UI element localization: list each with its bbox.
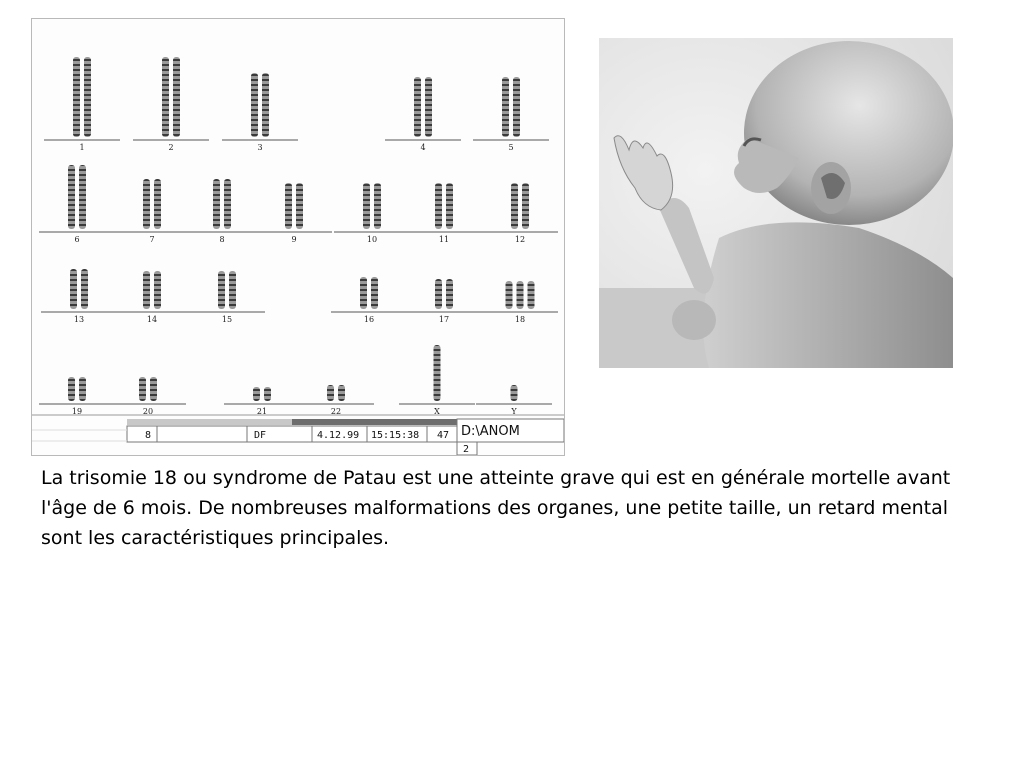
- footer-cell-2: DF: [254, 430, 267, 441]
- chromosome: [528, 281, 535, 309]
- pair-label: 21: [256, 407, 268, 416]
- chromosome: [363, 183, 370, 229]
- chromosome: [143, 271, 150, 309]
- chromosome: [70, 269, 77, 309]
- karyotype-footer: [32, 415, 564, 455]
- pair-label: 8: [219, 235, 225, 244]
- chromosome: [522, 183, 529, 229]
- chromosome-pair-14: [114, 271, 190, 324]
- chromosome: [84, 57, 91, 137]
- chromosome: [264, 387, 271, 401]
- footer-date: 4.12.99: [317, 430, 360, 441]
- chromosome: [506, 281, 513, 309]
- footer-count: 47: [437, 430, 450, 441]
- chromosome: [262, 73, 269, 137]
- chromosome-pair-19: [39, 377, 115, 416]
- infant-photo-drawing: [599, 38, 953, 368]
- chromosome-pair-2: [133, 57, 209, 152]
- pair-label: 15: [221, 315, 233, 324]
- chromosome: [435, 183, 442, 229]
- chromosome-pair-3: [222, 73, 298, 152]
- chromosome-pair-7: [114, 179, 190, 244]
- chromosome: [68, 377, 75, 401]
- chromosome: [218, 271, 225, 309]
- chromosome: [81, 269, 88, 309]
- pair-label: 11: [438, 235, 450, 244]
- chromosome: [79, 165, 86, 229]
- chromosome: [517, 281, 524, 309]
- chromosome: [338, 385, 345, 401]
- chromosome: [143, 179, 150, 229]
- pair-label: 4: [420, 143, 426, 152]
- chromosome: [73, 57, 80, 137]
- infant-photo: [599, 38, 953, 368]
- chromosome: [327, 385, 334, 401]
- caption-text: La trisomie 18 ou syndrome de Patau est une atteinte grave qui est en générale mortelle avant l'âge de 6 mois. De nombreuses malformations des organes, une petite taille, un retard mental sont les caractéristiques principales.: [41, 467, 951, 549]
- pair-label: 12: [514, 235, 526, 244]
- chromosome-pair-18: [482, 281, 558, 324]
- chromosome-pair-6: [39, 165, 115, 244]
- chromosome: [435, 279, 442, 309]
- chromosome-pair-20: [110, 377, 186, 416]
- chromosome-pair-15: [189, 271, 265, 324]
- chromosome: [68, 165, 75, 229]
- chromosome: [371, 277, 378, 309]
- chromosome-pair-y: [476, 385, 552, 416]
- chromosome-pair-12: [482, 183, 558, 244]
- chromosome-pair-17: [406, 279, 482, 324]
- chromosome-pair-8: [184, 179, 260, 244]
- chromosome: [446, 183, 453, 229]
- chromosome-pair-16: [331, 277, 407, 324]
- chromosome: [251, 73, 258, 137]
- pair-label: 13: [73, 315, 85, 324]
- chromosome: [360, 277, 367, 309]
- chromosome: [502, 77, 509, 137]
- pair-label: 2: [168, 143, 174, 152]
- footer-time: 15:15:38: [371, 430, 420, 441]
- chromosome-pair-9: [256, 183, 332, 244]
- pair-label: 18: [514, 315, 526, 324]
- footer-cell-1: 8: [145, 430, 152, 441]
- chromosome: [154, 271, 161, 309]
- chromosome-pair-13: [41, 269, 117, 324]
- chromosome: [446, 279, 453, 309]
- pair-label: 3: [257, 143, 263, 152]
- chromosome: [285, 183, 292, 229]
- pair-label: 9: [291, 235, 297, 244]
- pair-label: 5: [508, 143, 514, 152]
- chromosome: [150, 377, 157, 401]
- chromosome-pair-1: [44, 57, 120, 152]
- pair-label: 14: [146, 315, 158, 324]
- chromosome: [513, 77, 520, 137]
- chromosome: [253, 387, 260, 401]
- karyotype-image: [31, 18, 565, 456]
- chromosome: [224, 179, 231, 229]
- pair-label: 7: [149, 235, 155, 244]
- chromosome-pair-10: [334, 183, 410, 244]
- pair-label: X: [434, 407, 440, 416]
- chromosome: [139, 377, 146, 401]
- chromosome-pair-5: [473, 77, 549, 152]
- pair-label: 19: [71, 407, 83, 416]
- pair-label: 1: [79, 143, 85, 152]
- chromosome: [511, 183, 518, 229]
- pair-label: 10: [366, 235, 378, 244]
- chromosome: [434, 345, 441, 401]
- pair-label: 22: [330, 407, 342, 416]
- karyotype-figure: [32, 19, 564, 455]
- pair-label: Y: [511, 407, 517, 416]
- chromosome: [414, 77, 421, 137]
- pair-label: 6: [74, 235, 80, 244]
- chromosome-pair-21: [224, 387, 300, 416]
- chromosome: [296, 183, 303, 229]
- chromosome-pair-11: [406, 183, 482, 244]
- chromosome: [511, 385, 518, 401]
- footer-sub: 2: [463, 444, 470, 455]
- pair-label: 20: [142, 407, 154, 416]
- chromosome: [229, 271, 236, 309]
- chromosome-pair-4: [385, 77, 461, 152]
- chromosome: [374, 183, 381, 229]
- chromosome: [213, 179, 220, 229]
- footer-path: D:\ANOM: [461, 424, 520, 439]
- chromosome: [154, 179, 161, 229]
- chromosome: [173, 57, 180, 137]
- chromosome: [162, 57, 169, 137]
- chromosome: [79, 377, 86, 401]
- chromosome: [425, 77, 432, 137]
- pair-label: 16: [363, 315, 375, 324]
- chromosome-pair-22: [298, 385, 374, 416]
- chromosome-pair-x: [399, 345, 475, 416]
- pair-label: 17: [438, 315, 450, 324]
